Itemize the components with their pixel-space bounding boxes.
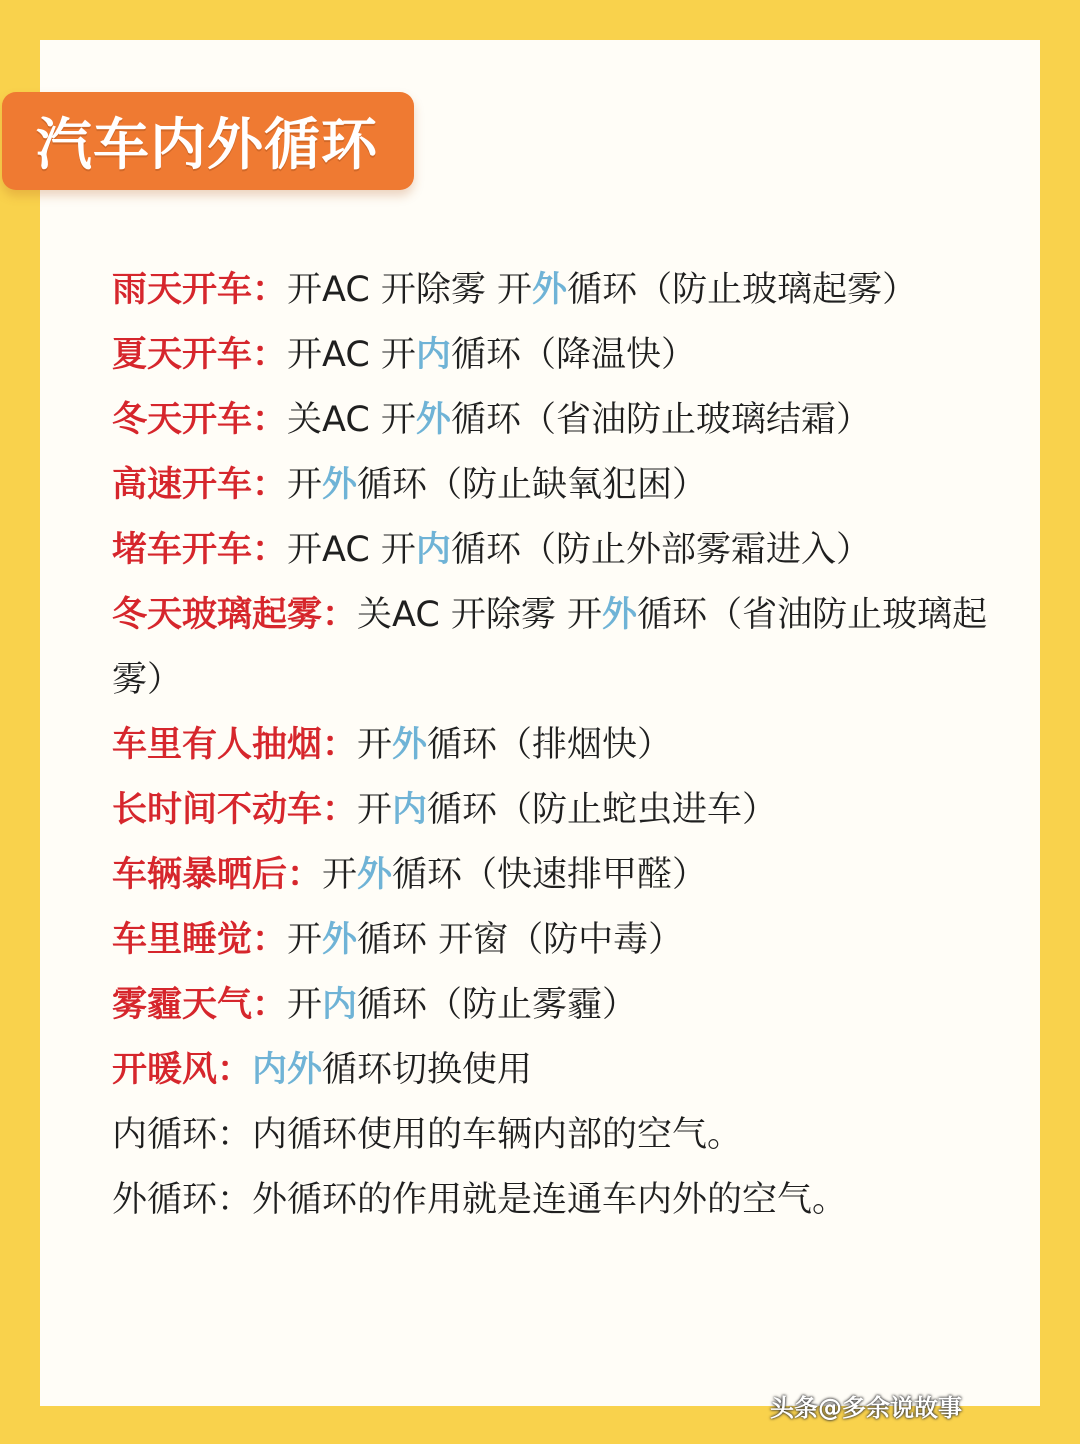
tip-text: 循环（防止外部雾霜进入） bbox=[450, 530, 871, 570]
tip-key: 冬天玻璃起雾： bbox=[112, 595, 358, 635]
tip-text: 循环（降温快） bbox=[450, 335, 696, 375]
highlight-text: 外 bbox=[415, 400, 451, 440]
tip-line bbox=[112, 843, 992, 908]
tip-key: 冬天开车： bbox=[112, 400, 288, 440]
tip-text: 循环（防止雾霾） bbox=[357, 985, 638, 1025]
tip-text: 循环（快速排甲醛） bbox=[392, 855, 708, 895]
highlight-text: 内 bbox=[415, 530, 451, 570]
highlight-text: 外 bbox=[322, 465, 358, 505]
tip-text: 开 bbox=[357, 790, 393, 830]
tip-key: 夏天开车： bbox=[112, 335, 288, 375]
tips-list bbox=[112, 258, 992, 1233]
tip-line bbox=[112, 583, 992, 713]
tip-line bbox=[112, 973, 992, 1038]
highlight-text: 外 bbox=[532, 270, 568, 310]
tip-line bbox=[112, 1038, 992, 1103]
tip-key: 车辆暴晒后： bbox=[112, 855, 323, 895]
highlight-text: 内 bbox=[322, 985, 358, 1025]
tip-line bbox=[112, 1168, 992, 1233]
tip-key: 长时间不动车： bbox=[112, 790, 358, 830]
tip-text: 开 bbox=[287, 465, 323, 505]
tip-key: 开暖风： bbox=[112, 1050, 253, 1090]
tip-text: 开AC 开除雾 开 bbox=[287, 270, 533, 310]
tip-text: 开 bbox=[322, 855, 358, 895]
highlight-text: 外 bbox=[602, 595, 638, 635]
tip-text: 循环（省油防止玻璃起雾） bbox=[112, 595, 988, 700]
tip-text: 内循环：内循环使用的车辆内部的空气。 bbox=[112, 1115, 743, 1155]
tip-key: 高速开车： bbox=[112, 465, 288, 505]
tip-text: 关AC 开 bbox=[287, 400, 416, 440]
tip-line bbox=[112, 388, 992, 453]
page-title: 汽车内外循环 bbox=[36, 113, 378, 178]
tip-line bbox=[112, 518, 992, 583]
tip-text: 循环 开窗（防中毒） bbox=[357, 920, 684, 960]
tip-text: 循环（防止玻璃起雾） bbox=[567, 270, 918, 310]
tip-text: 开AC 开 bbox=[287, 335, 416, 375]
tip-key: 雨天开车： bbox=[112, 270, 288, 310]
tip-text: 开AC 开 bbox=[287, 530, 416, 570]
tip-text: 循环（防止缺氧犯困） bbox=[357, 465, 708, 505]
tip-line bbox=[112, 1103, 992, 1168]
highlight-text: 外 bbox=[357, 855, 393, 895]
tip-line bbox=[112, 778, 992, 843]
tip-key: 车里有人抽烟： bbox=[112, 725, 358, 765]
highlight-text: 内外 bbox=[252, 1050, 323, 1090]
tip-text: 开 bbox=[287, 985, 323, 1025]
highlight-text: 内 bbox=[392, 790, 428, 830]
highlight-text: 外 bbox=[392, 725, 428, 765]
tip-line bbox=[112, 713, 992, 778]
tip-key: 堵车开车： bbox=[112, 530, 288, 570]
tip-line bbox=[112, 323, 992, 388]
title-badge bbox=[2, 92, 414, 190]
watermark-text: 头条@多余说故事 bbox=[770, 1394, 962, 1422]
tip-text: 循环（省油防止玻璃结霜） bbox=[450, 400, 871, 440]
highlight-text: 内 bbox=[415, 335, 451, 375]
tip-text: 循环切换使用 bbox=[322, 1050, 533, 1090]
tip-text: 循环（防止蛇虫进车） bbox=[427, 790, 778, 830]
tip-text: 开 bbox=[357, 725, 393, 765]
tip-text: 外循环：外循环的作用就是连通车内外的空气。 bbox=[112, 1180, 848, 1220]
tip-text: 开 bbox=[287, 920, 323, 960]
tip-line bbox=[112, 908, 992, 973]
tip-line bbox=[112, 453, 992, 518]
highlight-text: 外 bbox=[322, 920, 358, 960]
tip-text: 循环（排烟快） bbox=[427, 725, 673, 765]
tip-key: 雾霾天气： bbox=[112, 985, 288, 1025]
tip-line bbox=[112, 258, 992, 323]
tip-key: 车里睡觉： bbox=[112, 920, 288, 960]
tip-text: 关AC 开除雾 开 bbox=[357, 595, 603, 635]
